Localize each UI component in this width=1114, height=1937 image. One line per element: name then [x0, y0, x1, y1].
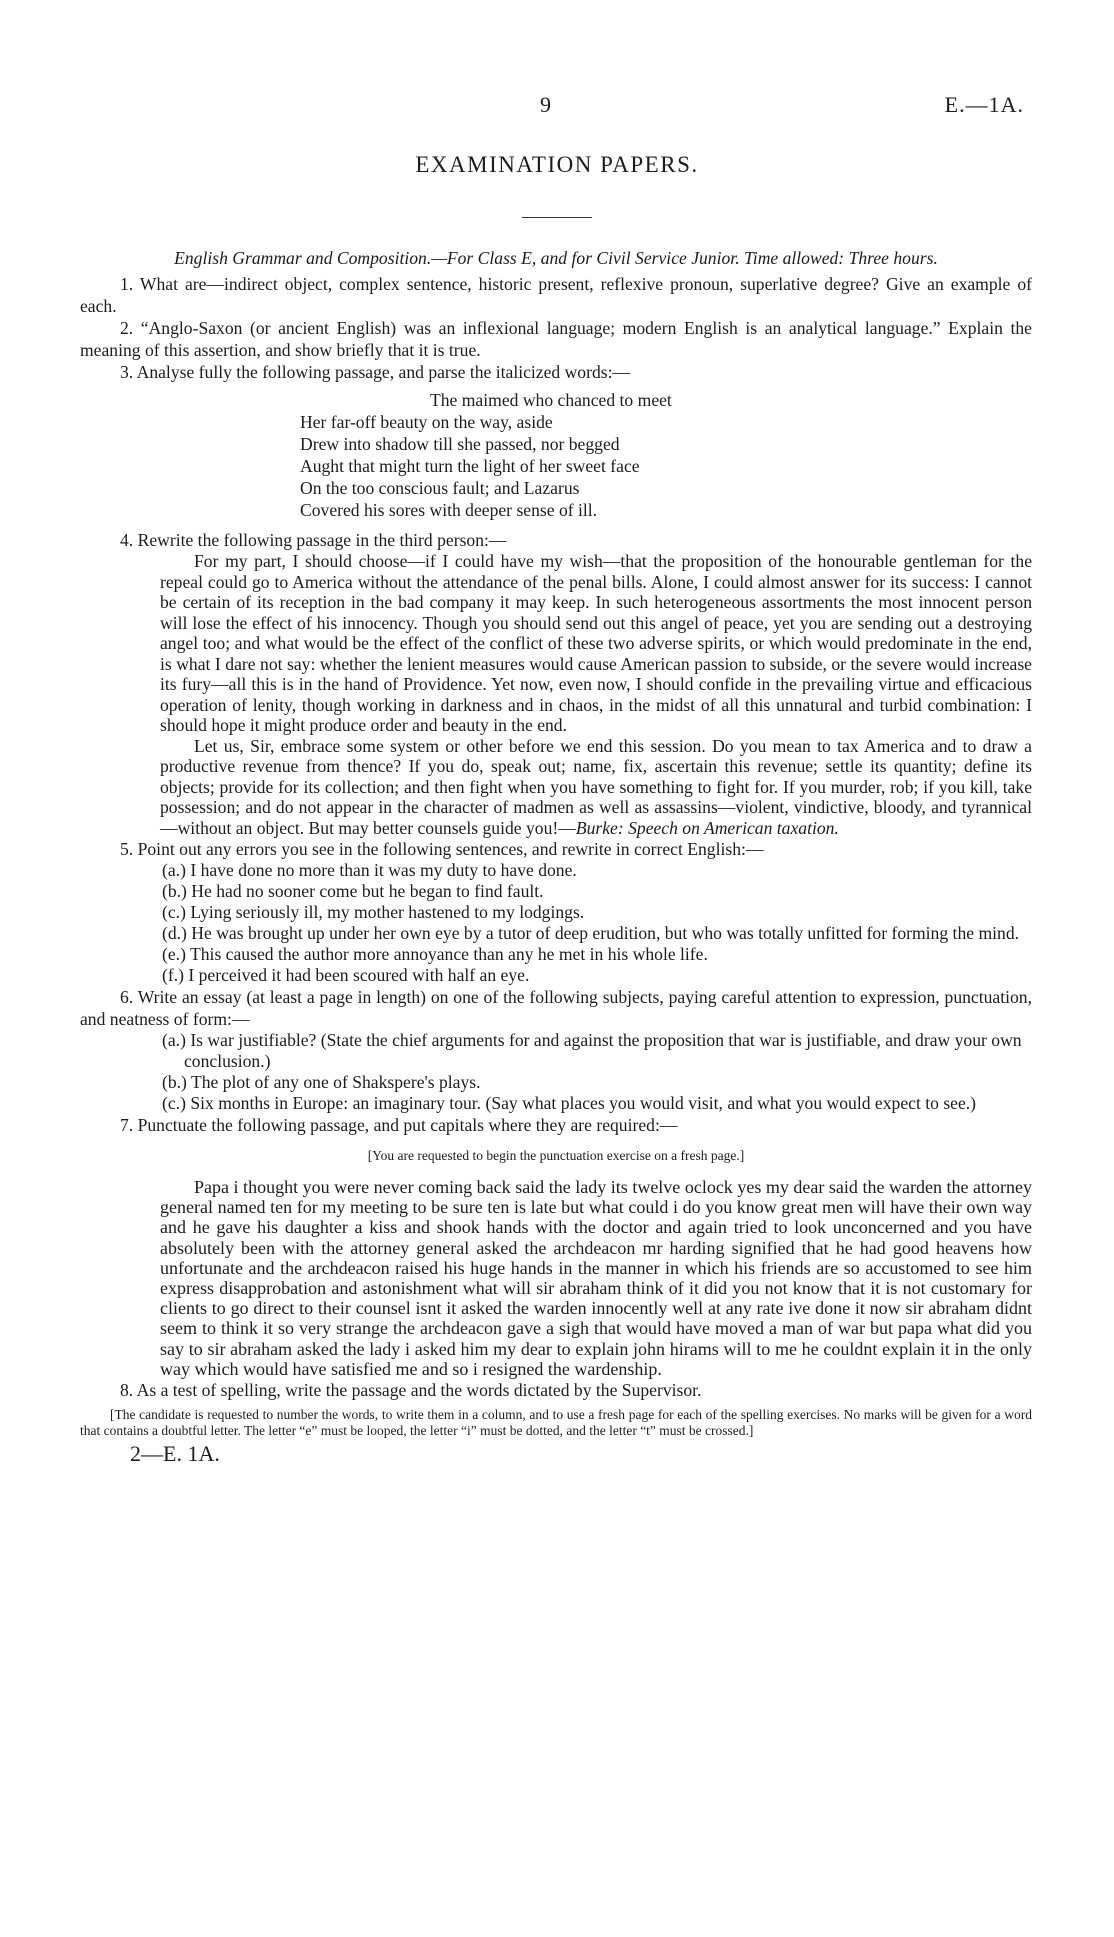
paper-body: [80, 248, 1032, 1465]
burke-paragraph-2-text: Let us, Sir, embrace some system or other before we end this session. Do you mean to tax America and to draw a productive revenue from thence? If you do, speak out; name, fix, ascertain this revenue; settle its quantity; define its objects; provide for its collection; and then fight when you have something to fight for. If you murder, rob; if you kill, take possession; and do not appear in the character of madmen as well as assassins—violent, vindictive, bloody, and tyrannical—without an object. But may better counsels guide you!—: [160, 735, 1032, 838]
poem-line: On the too conscious fault; and Lazarus: [300, 478, 580, 498]
title-divider: [522, 217, 592, 218]
burke-source: Burke: Speech on American taxation.: [575, 817, 839, 838]
question-4: 4. Rewrite the following passage in the third person:—: [120, 530, 507, 550]
paper-heading: English Grammar and Composition.—For Class E, and for Civil Service Junior. Time allowed: Three hours.: [174, 248, 938, 268]
q5-item-c: (c.) Lying seriously ill, my mother hastened to my lodgings.: [162, 902, 585, 922]
q6-item-a: (a.) Is war justifiable? (State the chief arguments for and against the proposition that war is justifiable, and draw your own conclusion.): [162, 1030, 1022, 1071]
poem-line: The maimed who chanced to meet: [430, 390, 672, 410]
poem-line: Covered his sores with deeper sense of ill.: [300, 500, 598, 520]
question-8: 8. As a test of spelling, write the passage and the words dictated by the Supervisor.: [120, 1380, 702, 1401]
q5-item-e: (e.) This caused the author more annoyance than any he met in his whole life.: [162, 944, 708, 964]
q7-note: [You are requested to begin the punctuation exercise on a fresh page.]: [367, 1148, 745, 1163]
poem-line: Aught that might turn the light of her sweet face: [300, 456, 640, 476]
burke-paragraph-2: [160, 736, 1032, 839]
question-6: 6. Write an essay (at least a page in length) on one of the following subjects, paying careful attention to expression, punctuation, and neatness of form:—: [80, 987, 1032, 1029]
burke-paragraph-1: For my part, I should choose—if I could have my wish—that the proposition of the honourable gentleman for the repeal could go to America without the attendance of the penal bills. Alone, I could almost answer for its success: I cannot be certain of its reception in the bad company it may keep. In such heterogeneous assortments the most innocent person will lose the effect of his innocency. Though you should send out this angel of peace, yet you are sending out a destroying angel too; and what would be the effect of the conflict of these two adverse spirits, or which would predominate in the end, is what I dare not say: whether the lenient measures would cause American passion to subside, or the severe would increase its fury—all this is in the hand of Providence. Yet now, even now, I should confide in the prevailing virtue and efficacious operation of lenity, though working in darkness and in chaos, in the midst of all this unnatural and turbid combination: I should hope it might produce order and beauty in the end.: [160, 551, 1032, 735]
question-3: 3. Analyse fully the following passage, and parse the italicized words:—: [120, 362, 631, 382]
poem-line: Drew into shadow till she passed, nor begged: [300, 434, 620, 454]
q5-item-d: (d.) He was brought up under her own eye by a tutor of deep erudition, but who was totally unfitted for forming the mind.: [162, 923, 1020, 943]
question-1: 1. What are—indirect object, complex sentence, historic present, reflexive pronoun, superlative degree? Give an example of each.: [80, 274, 1032, 316]
footer-signature: 2—E. 1A.: [130, 1441, 220, 1467]
spelling-note: [The candidate is requested to number the words, to write them in a column, and to use a fresh page for each of the spelling exercises. No marks will be given for a word that contains a doubtful letter. The letter “e” must be looped, the letter “i” must be dotted, and the letter “t” must be crossed.]: [80, 1407, 1032, 1439]
q5-item-f: (f.) I perceived it had been scoured with half an eye.: [162, 965, 530, 985]
page-number: 9: [540, 92, 551, 117]
punctuation-passage: Papa i thought you were never coming back said the lady its twelve oclock yes my dear said the warden the attorney general named ten for my meeting to be sure ten is late but what could i do you know great men will have their own way and he gave his daughter a kiss and shook hands with the doctor and again tried to look unconcerned and you have absolutely been with the attorney general asked the archdeacon mr harding signified that he had good heavens how unfortunate and the archdeacon raised his huge hands in the manner in which his friends are so accustomed to see him express disapprobation and astonishment what will sir abraham think of it did you not know that it is not customary for clients to go direct to their counsel isnt it asked the warden innocently well at any rate ive done it now sir abraham didnt seem to think it so very strange the archdeacon gave a sigh that would have moved a man of war but papa what did you say to sir abraham asked the lady i asked him my dear to explain john hirams will to me he couldnt explain it in the only way which would have satisfied me and so i resigned the wardenship.: [160, 1177, 1032, 1379]
q6-item-c: (c.) Six months in Europe: an imaginary tour. (Say what places you would visit, and what you would expect to see.): [162, 1093, 977, 1113]
question-7: 7. Punctuate the following passage, and put capitals where they are required:—: [120, 1115, 678, 1135]
document-reference: E.—1A.: [944, 92, 1024, 117]
question-2: 2. “Anglo-Saxon (or ancient English) was an inflexional language; modern English is an analytical language.” Explain the meaning of this assertion, and show briefly that it is true.: [80, 318, 1032, 360]
poem-line: Her far-off beauty on the way, aside: [300, 412, 553, 432]
page-title: EXAMINATION PAPERS.: [415, 152, 699, 177]
q5-item-b: (b.) He had no sooner come but he began to find fault.: [162, 881, 544, 901]
question-5: 5. Point out any errors you see in the following sentences, and rewrite in correct English:—: [120, 839, 764, 859]
poem-passage: [300, 389, 1032, 521]
q5-item-a: (a.) I have done no more than it was my duty to have done.: [162, 860, 577, 880]
q6-item-b: (b.) The plot of any one of Shakspere's plays.: [162, 1072, 481, 1092]
